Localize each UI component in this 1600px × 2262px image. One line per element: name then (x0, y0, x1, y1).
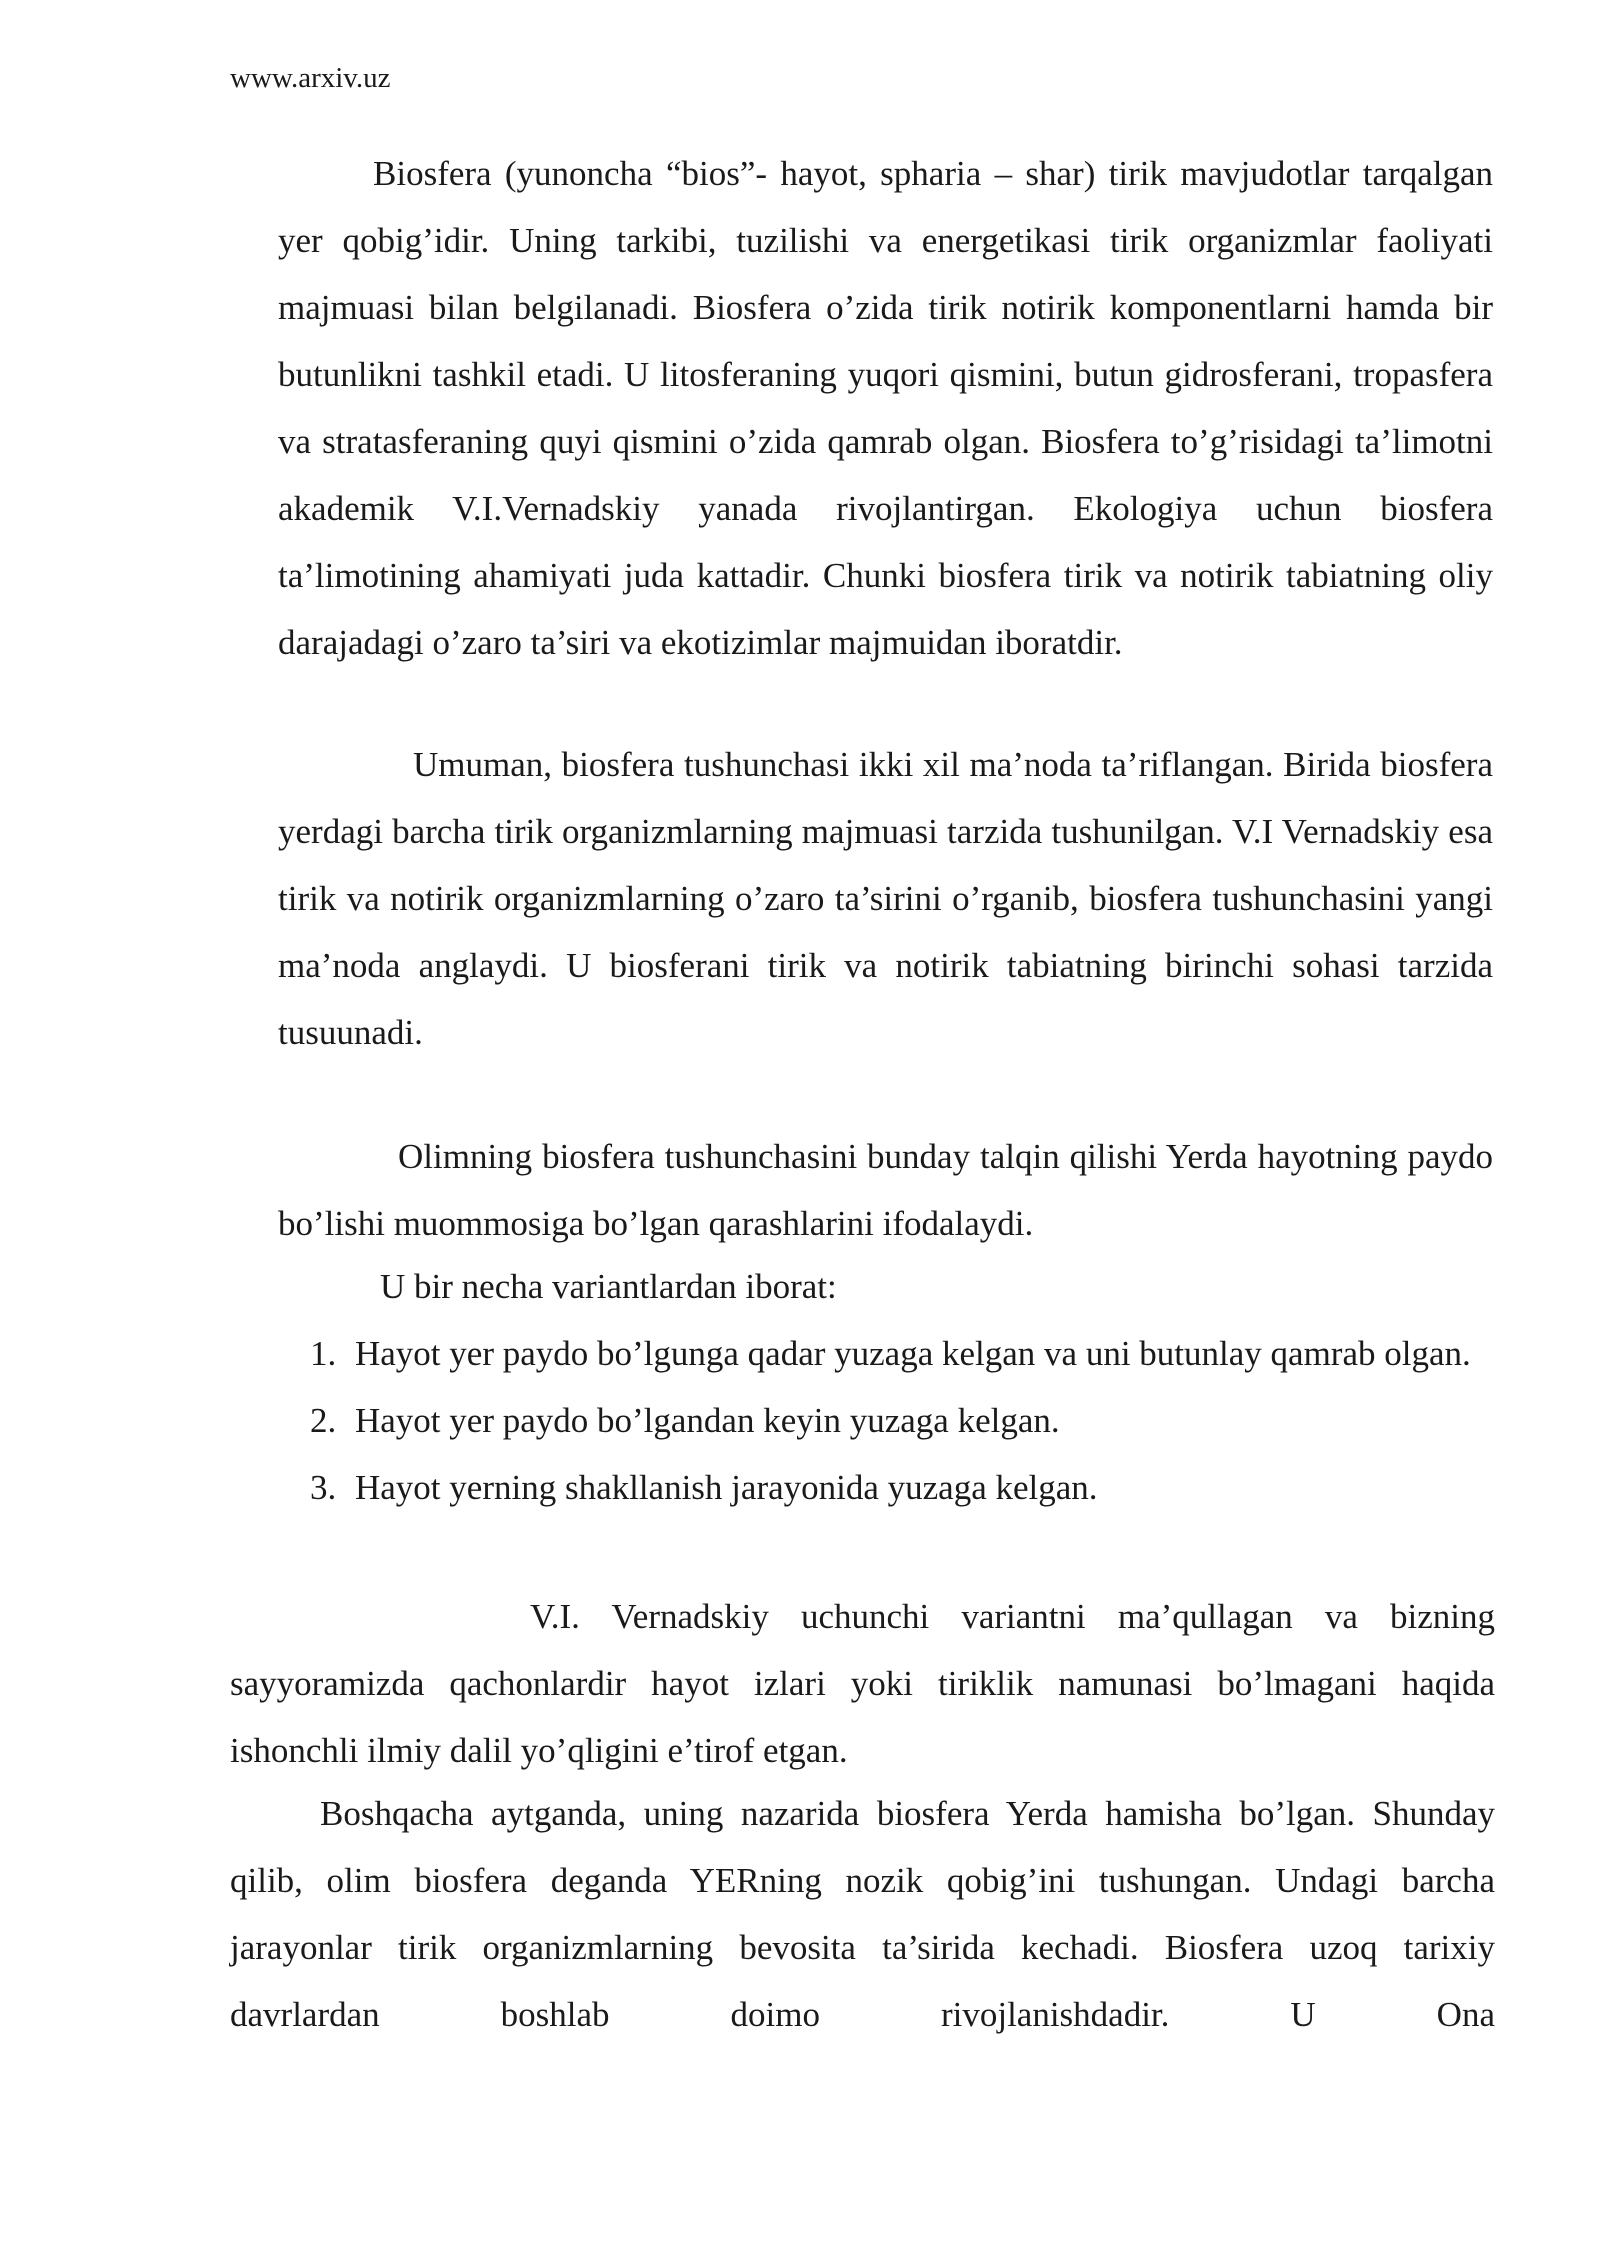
list-item-text: Hayot yerning shakllanish jarayonida yuzaga kelgan. (355, 1468, 1098, 1507)
paragraph-biosfera-meanings: Umuman, biosfera tushunchasi ikki xil ma’noda ta’riflangan. Birida biosfera yerdagi barcha tirik organizmlarning majmuasi tarzida tushunilgan. V.I Vernadskiy esa tirik va notirik organizmlarning o’zaro ta’sirini o’rganib, biosfera tushunchasini yangi ma’noda anglaydi. U biosferani tirik va notirik tabiatning birinchi sohasi tarzida tusuunadi. (278, 745, 1493, 1052)
list-intro: U bir necha variantlardan iborat: (380, 1267, 837, 1306)
paragraph-scientist-interpretation: Olimning biosfera tushunchasini bunday talqin qilishi Yerda hayotning paydo bo’lishi muommosiga bo’lgan qarashlarini ifodalaydi. (278, 1137, 1493, 1243)
list-item-number: 1. (310, 1334, 337, 1373)
site-header: www.arxiv.uz (230, 62, 391, 94)
list-item (310, 1320, 1495, 1387)
list-item-text: Hayot yer paydo bo’lgandan keyin yuzaga kelgan. (355, 1401, 1060, 1440)
list-item-number: 2. (310, 1401, 337, 1440)
list-item (310, 1387, 1495, 1454)
variants-list (310, 1320, 1495, 1521)
list-item (310, 1454, 1495, 1521)
paragraph-biosfera-definition: Biosfera (yunoncha “bios”- hayot, spharia – shar) tirik mavjudotlar tarqalgan yer qobig’idir. Uning tarkibi, tuzilishi va energetikasi tirik organizmlar faoliyati majmuasi bilan belgilanadi. Biosfera o’zida tirik notirik komponentlarni hamda bir butunlikni tashkil etadi. U litosferaning yuqori qismini, butun gidrosferani, tropasfera va stratasferaning quyi qismini o’zida qamrab olgan. Biosfera to’g’risidagi ta’limotni akademik V.I.Vernadskiy yanada rivojlantirgan. Ekologiya uchun biosfera ta’limotining ahamiyati juda kattadir. Chunki biosfera tirik va notirik tabiatning oliy darajadagi o’zaro ta’siri va ekotizimlar majmuidan iboratdir. (278, 154, 1493, 662)
list-item-number: 3. (310, 1468, 337, 1507)
paragraph-biosfera-always: Boshqacha aytganda, uning nazarida biosfera Yerda hamisha bo’lgan. Shunday qilib, olim biosfera deganda YERning nozik qobig’ini tushungan. Undagi barcha jarayonlar tirik organizmlarning bevosita ta’sirida kechadi. Biosfera uzoq tarixiy davrlardan boshlab doimo rivojlanishdadir. U Ona (230, 1794, 1495, 2034)
list-item-text: Hayot yer paydo bo’lgunga qadar yuzaga kelgan va uni butunlay qamrab olgan. (355, 1334, 1471, 1373)
paragraph-third-variant: V.I. Vernadskiy uchunchi variantni ma’qullagan va bizning sayyoramizda qachonlardir hayot izlari yoki tiriklik namunasi bo’lmagani haqida ishonchli ilmiy dalil yo’qligini e’tirof etgan. (230, 1597, 1495, 1770)
